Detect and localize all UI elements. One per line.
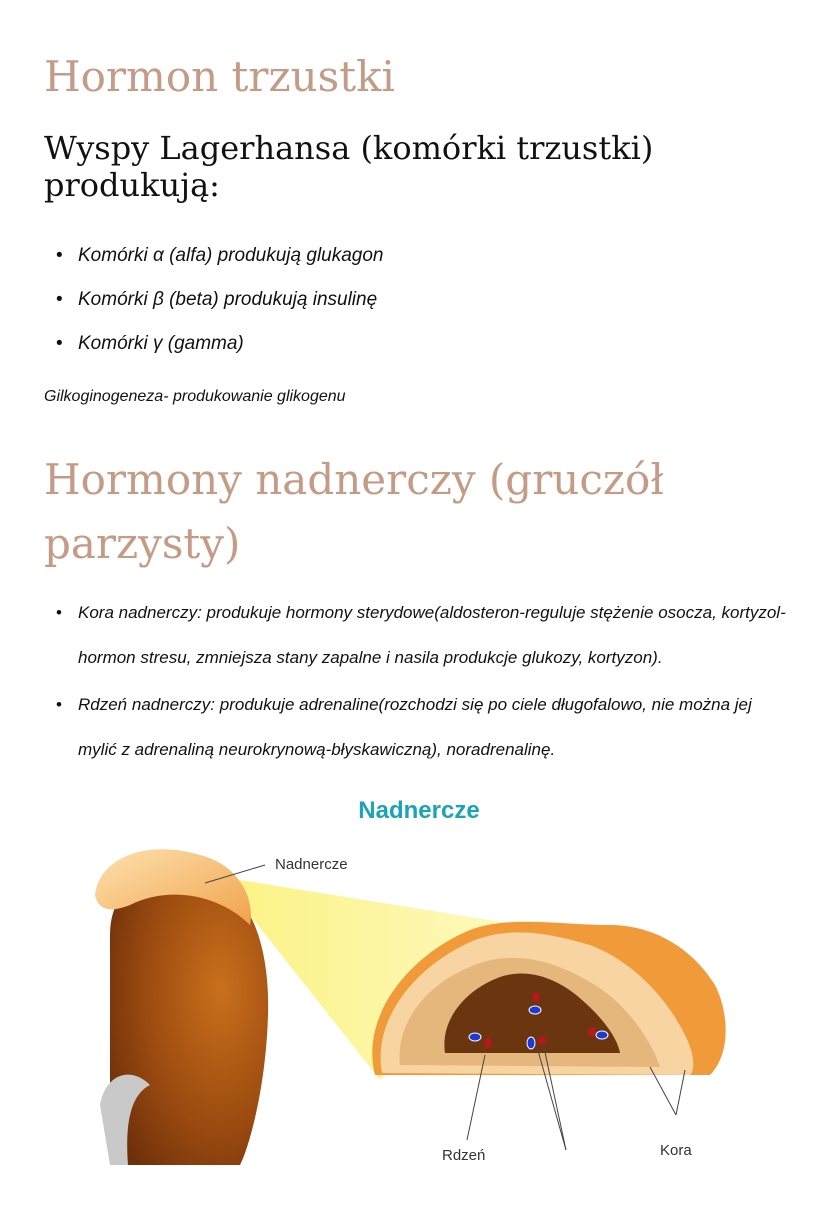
adrenal-gland-diagram	[90, 785, 750, 1165]
vessel-blue	[527, 1037, 535, 1049]
vessel-blue	[469, 1033, 481, 1041]
vessel-red	[484, 1038, 492, 1048]
list-item: • Komórki γ (gamma)	[56, 324, 384, 368]
subtitle-islets: Wyspy Lagerhansa (komórki trzustki) produkują:	[44, 129, 654, 204]
label-cortex: Kora	[660, 1142, 692, 1159]
vessel-red	[588, 1027, 596, 1037]
vessel-red	[532, 992, 540, 1002]
glycogenesis-note: Gilkoginogeneza- produkowanie glikogenu	[44, 388, 346, 405]
label-medulla: Rdzeń	[442, 1147, 486, 1164]
list-item: • Rdzeń nadnerczy: produkuje adrenaline(rozchodzi się po ciele długofalowo, nie można jej mylić z adrenaliną neurokrynową-błyskawiczną), noradrenalinę.	[56, 682, 786, 772]
vessel-red	[538, 1036, 546, 1046]
vessel-blue	[529, 1006, 541, 1014]
vessel-blue	[596, 1031, 608, 1039]
page-title-pancreas: Hormon trzustki	[44, 52, 395, 101]
diagram-title: Nadnercze	[358, 797, 480, 824]
adrenal-hormones-list	[56, 590, 786, 774]
page-title-adrenal: Hormony nadnerczy (gruczół parzysty)	[44, 455, 664, 568]
list-item: • Kora nadnerczy: produkuje hormony sterydowe(aldosteron-reguluje stężenie osocza, kortyzol-hormon stresu, zmniejsza stany zapalne i nasila produkcje glukozy, kortyzon).	[56, 590, 786, 680]
pancreas-cells-list	[56, 236, 384, 368]
list-item: • Komórki β (beta) produkują insulinę	[56, 280, 384, 324]
list-item: • Komórki α (alfa) produkują glukagon	[56, 236, 384, 280]
label-gland: Nadnercze	[275, 856, 348, 873]
